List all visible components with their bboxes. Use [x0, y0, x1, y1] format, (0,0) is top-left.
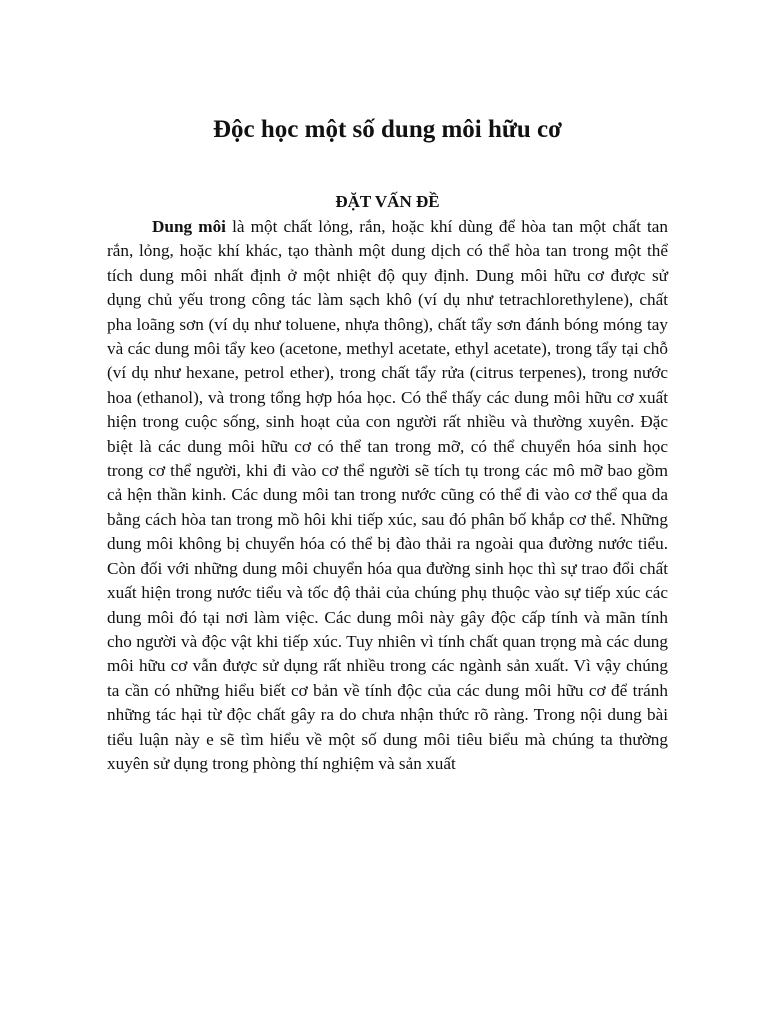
paragraph-text: là một chất lỏng, rắn, hoặc khí dùng để hòa tan một chất tan rắn, lỏng, hoặc khí khác, tạo thành một dung dịch có thể hòa tan trong một thể tích dung môi nhất định ở một nhiệt độ quy định. Dung môi hữu cơ được sử dụng chủ yếu trong công tác làm sạch khô (ví dụ như tetrachlorethylene), chất pha loãng sơn (ví dụ như toluene, nhựa thông), chất tẩy sơn đánh bóng móng tay và các dung môi tẩy keo (acetone, methyl acetate, ethyl acetate), trong tẩy tại chỗ (ví dụ như hexane, petrol ether), trong chất tẩy rửa (citrus terpenes), trong nước hoa (ethanol), và trong tổng hợp hóa học. Có thể thấy các dung môi hữu cơ xuất hiện trong cuộc sống, sinh hoạt của con người rất nhiều và thường xuyên. Đặc biệt là các dung môi hữu cơ có thể tan trong mỡ, có thể chuyển hóa sinh học trong cơ thể người, khi đi vào cơ thể người sẽ tích tụ trong các mô mỡ bao gồm cả hện thần kinh. Các dung môi tan trong nước cũng có thể đi vào cơ thể qua da bằng cách hòa tan trong mồ hôi khi tiếp xúc, sau đó phân bố khắp cơ thể. Những dung môi không bị chuyển hóa có thể bị đào thải ra ngoài qua đường nước tiểu. Còn đối với những dung môi chuyển hóa qua đường sinh học thì sự trao đổi chất xuất hiện trong nước tiểu và tốc độ thải của chúng phụ thuộc vào sự tiếp xúc các dung môi đó tại nơi làm việc. Các dung môi này gây độc cấp tính và mãn tính cho người và độc vật khi tiếp xúc. Tuy nhiên vì tính chất quan trọng mà các dung môi hữu cơ vẫn được sử dụng rất nhiều trong các ngành sản xuất. Vì vậy chúng ta cần có những hiểu biết cơ bản về tính độc của các dung môi hữu cơ để tránh những tác hại từ độc chất gây ra do chưa nhận thức rõ ràng. Trong nội dung bài tiểu luận này e sẽ tìm hiểu về một số dung môi tiêu biểu mà chúng ta thường xuyên sử dụng trong phòng thí nghiệm và sản xuất	[107, 217, 668, 773]
section-heading: ĐẶT VẤN ĐỀ	[335, 192, 440, 211]
lead-term: Dung môi	[152, 217, 226, 236]
document-title: Độc học một số dung môi hữu cơ	[212, 116, 562, 143]
body-paragraph	[107, 215, 668, 776]
